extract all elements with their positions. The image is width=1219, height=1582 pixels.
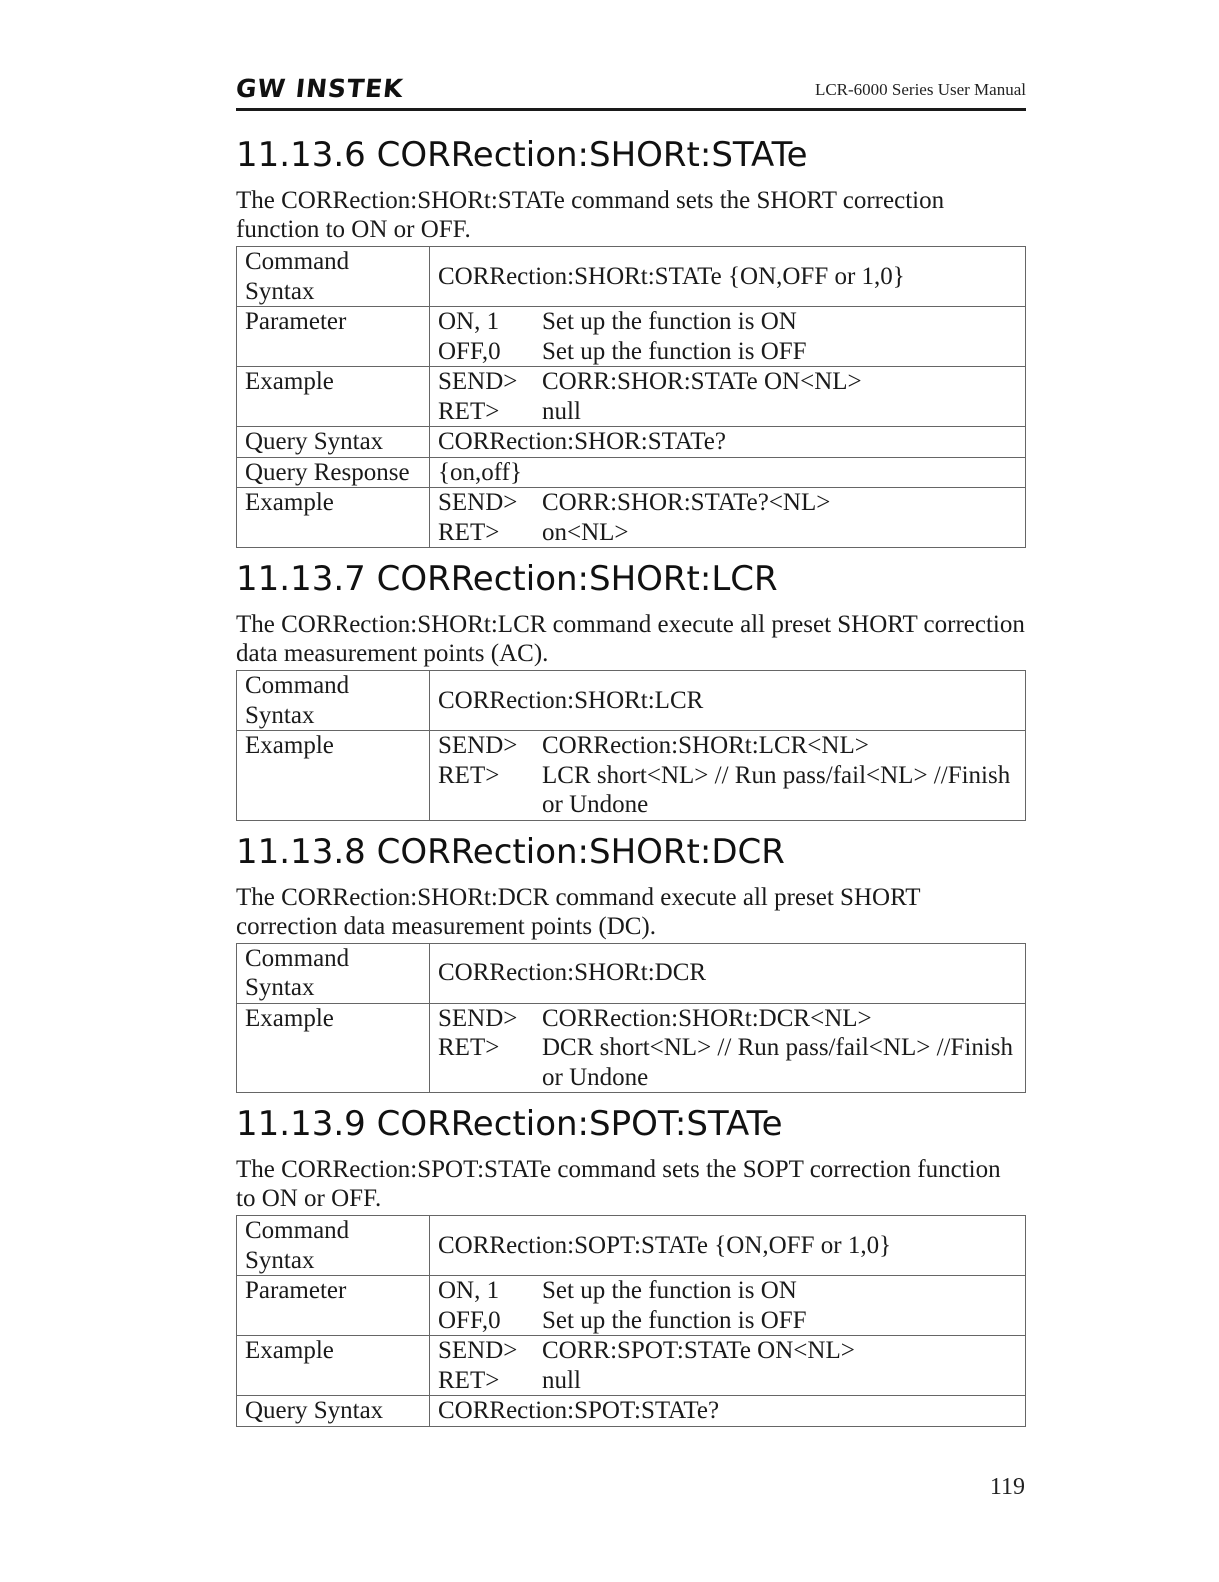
row-label: Example	[237, 367, 430, 427]
example-value: CORR:SHOR:STATe?<NL>	[542, 489, 831, 516]
table-row	[237, 247, 1026, 307]
page-header	[236, 72, 1026, 111]
example-value: DCR short<NL> // Run pass/fail<NL> //Finish or Undone	[542, 1034, 1013, 1091]
page-number: 119	[989, 1474, 1025, 1500]
row-label: Parameter	[237, 1276, 430, 1336]
param-key: OFF,0	[438, 337, 501, 365]
section-description: The CORRection:SHORt:DCR command execute all preset SHORT correction data measurement points (DC).	[236, 883, 921, 940]
row-label: Example	[237, 488, 430, 548]
example-value: CORR:SHOR:STATe ON<NL>	[542, 368, 862, 395]
section-heading: 11.13.8 CORRection:SHORt:DCR	[236, 831, 785, 872]
row-value	[430, 1276, 1026, 1336]
table-row	[237, 427, 1026, 458]
table-row	[237, 1276, 1026, 1336]
table-row	[237, 367, 1026, 427]
row-value: CORRection:SPOT:STATe?	[430, 1396, 1026, 1427]
table-row	[237, 457, 1026, 488]
row-value: CORRection:SHOR:STATe?	[430, 427, 1026, 458]
example-key: SEND>	[438, 368, 518, 395]
row-value: CORRection:SHORt:DCR	[430, 943, 1026, 1003]
row-label: Command Syntax	[237, 1216, 430, 1276]
param-key: ON, 1	[438, 1277, 500, 1304]
table-row	[237, 1003, 1026, 1093]
row-value	[430, 488, 1026, 548]
row-label: Query Response	[237, 457, 430, 488]
param-key: ON, 1	[438, 308, 500, 335]
table-row	[237, 307, 1026, 367]
table-row	[237, 731, 1026, 821]
param-desc: Set up the function is ON	[542, 1277, 797, 1304]
example-value: null	[542, 397, 581, 425]
row-label: Command Syntax	[237, 247, 430, 307]
param-key: OFF,0	[438, 1306, 501, 1334]
row-label: Example	[237, 1003, 430, 1093]
row-value	[430, 367, 1026, 427]
row-label: Command Syntax	[237, 943, 430, 1003]
table-row	[237, 671, 1026, 731]
section-short-state	[236, 130, 1026, 548]
param-desc: Set up the function is OFF	[542, 337, 807, 365]
example-value: CORRection:SHORt:LCR<NL>	[542, 732, 869, 759]
row-label: Example	[237, 1336, 430, 1396]
command-table	[236, 246, 1026, 548]
manual-title: LCR-6000 Series User Manual	[814, 80, 1026, 99]
example-key: RET>	[438, 1366, 500, 1394]
param-desc: Set up the function is OFF	[542, 1306, 807, 1334]
section-description: The CORRection:SPOT:STATe command sets the SOPT correction function to ON or OFF.	[236, 1156, 1001, 1212]
example-value: CORR:SPOT:STATe ON<NL>	[542, 1337, 855, 1364]
row-value: {on,off}	[430, 457, 1026, 488]
section-short-lcr	[236, 554, 1026, 821]
section-short-dcr	[236, 827, 1026, 1094]
row-value	[430, 731, 1026, 821]
row-value	[430, 307, 1026, 367]
example-key: SEND>	[438, 1337, 518, 1364]
command-table	[236, 943, 1026, 1094]
table-row	[237, 1216, 1026, 1276]
page-content	[236, 130, 1026, 1433]
row-label: Example	[237, 731, 430, 821]
section-heading: 11.13.7 CORRection:SHORt:LCR	[236, 559, 778, 599]
row-value: CORRection:SHORt:STATe {ON,OFF or 1,0}	[430, 247, 1026, 307]
example-key: SEND>	[438, 732, 518, 759]
example-value: on<NL>	[542, 518, 629, 546]
example-key: RET>	[438, 397, 500, 425]
example-key: SEND>	[438, 489, 518, 516]
gw-instek-logo: GW INSTEK	[234, 74, 406, 103]
command-table	[236, 1215, 1026, 1427]
example-value: LCR short<NL> // Run pass/fail<NL> //Finish or Undone	[542, 761, 1011, 818]
example-value: null	[542, 1366, 581, 1394]
section-heading: 11.13.9 CORRection:SPOT:STATe	[236, 1104, 783, 1144]
example-key: RET>	[438, 518, 500, 546]
section-heading: 11.13.6 CORRection:SHORt:STATe	[236, 135, 808, 175]
row-value	[430, 1003, 1026, 1093]
example-key: RET>	[438, 761, 500, 789]
row-label: Query Syntax	[237, 427, 430, 458]
command-table	[236, 670, 1026, 821]
row-value	[430, 1336, 1026, 1396]
section-description: The CORRection:SHORt:LCR command execute all preset SHORT correction data measurement points (AC).	[236, 611, 1025, 667]
section-spot-state	[236, 1099, 1026, 1427]
example-value: CORRection:SHORt:DCR<NL>	[542, 1004, 872, 1032]
section-description: The CORRection:SHORt:STATe command sets the SHORT correction function to ON or OFF.	[236, 187, 945, 243]
row-label: Query Syntax	[237, 1396, 430, 1427]
example-key: RET>	[438, 1034, 500, 1061]
param-desc: Set up the function is ON	[542, 308, 797, 335]
table-row	[237, 488, 1026, 548]
table-row	[237, 1336, 1026, 1396]
table-row	[237, 943, 1026, 1003]
row-label: Parameter	[237, 307, 430, 367]
example-key: SEND>	[438, 1004, 518, 1032]
row-value: CORRection:SHORt:LCR	[430, 671, 1026, 731]
row-value: CORRection:SOPT:STATe {ON,OFF or 1,0}	[430, 1216, 1026, 1276]
table-row	[237, 1396, 1026, 1427]
row-label: Command Syntax	[237, 671, 430, 731]
